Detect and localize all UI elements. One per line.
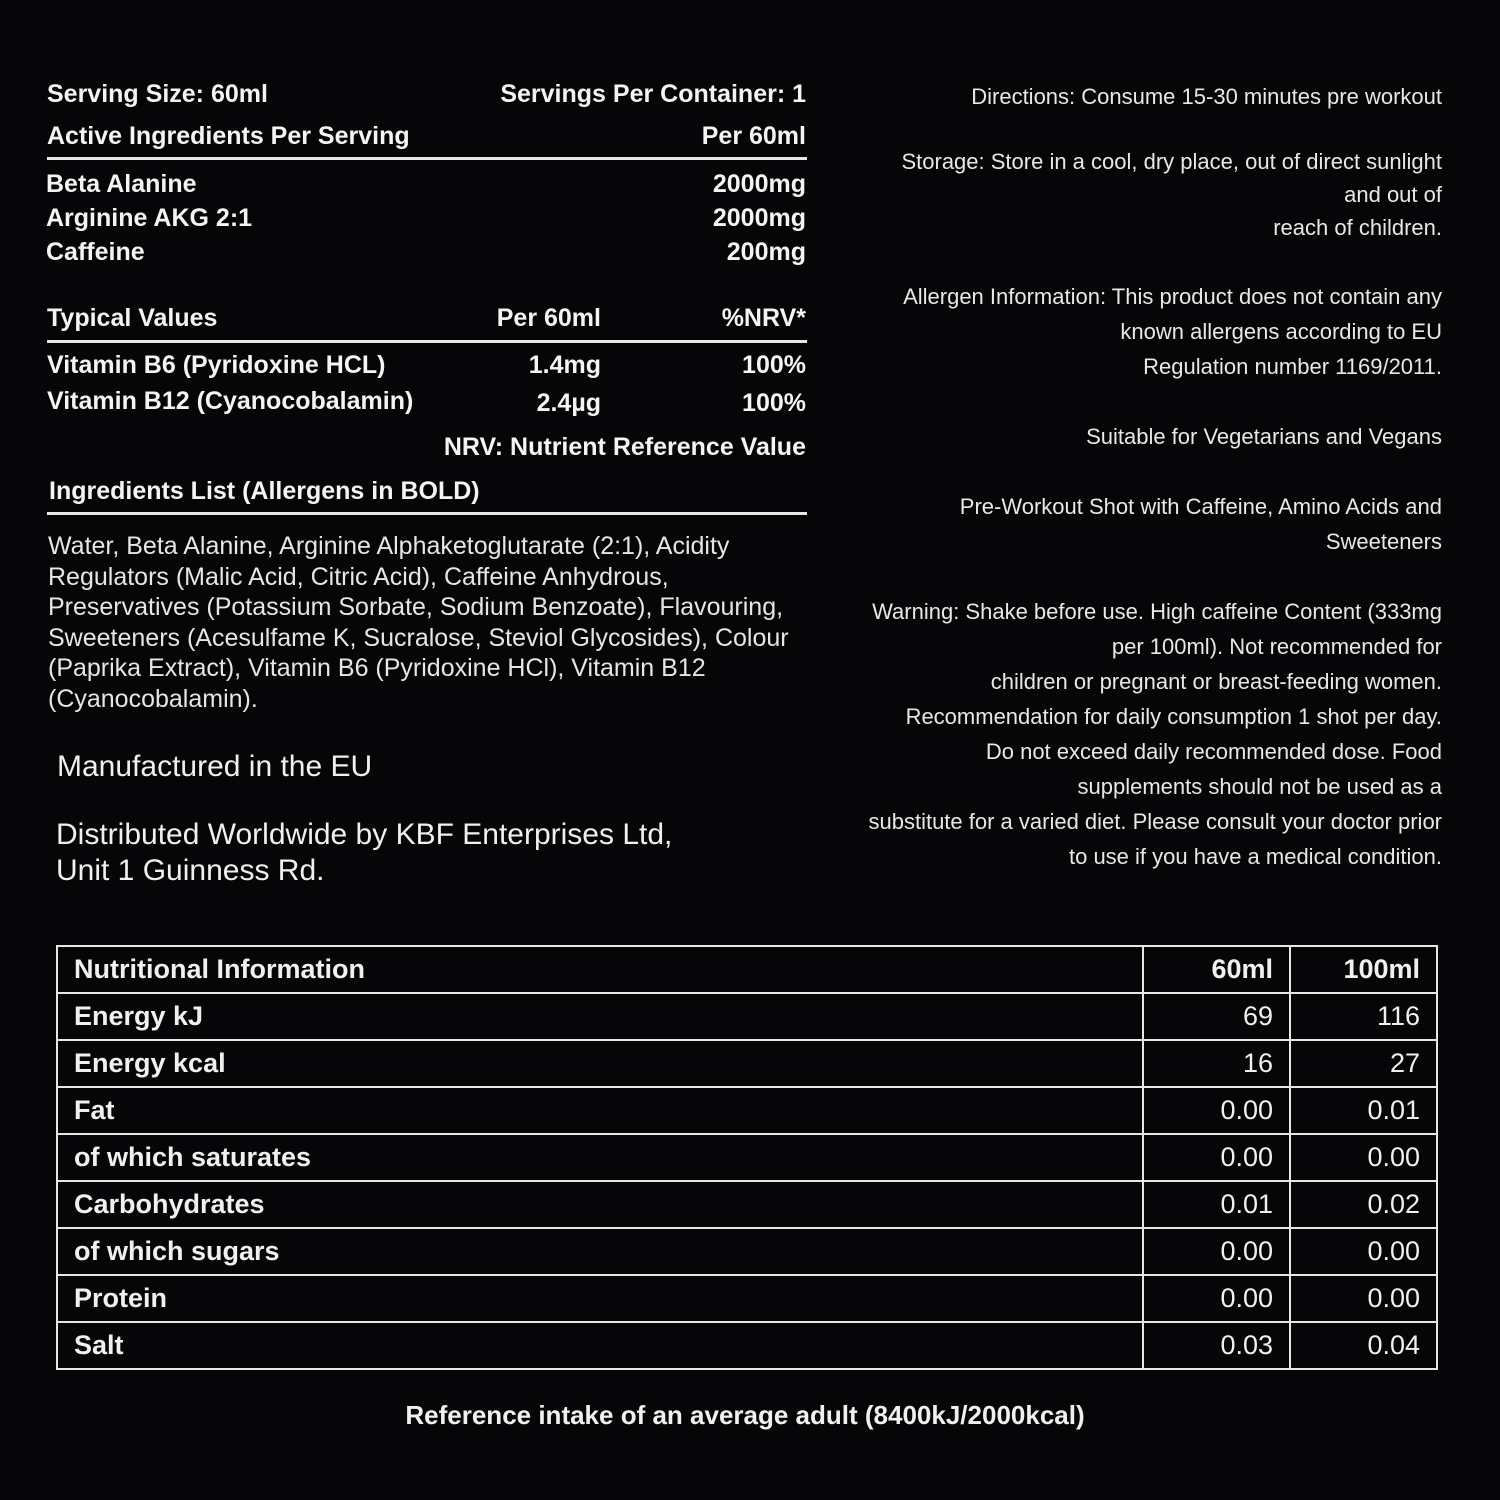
nutrient-label: Salt [57, 1322, 1143, 1369]
value-60ml: 0.00 [1143, 1087, 1290, 1134]
product-line: Pre-Workout Shot with Caffeine, Amino Acids and [959, 494, 1442, 519]
vitamin-per: 1.4mg [528, 351, 601, 379]
distributor-line: Distributed Worldwide by KBF Enterprises Ltd, [56, 818, 673, 851]
nutrient-label: Carbohydrates [57, 1181, 1143, 1228]
table-row [57, 1181, 1437, 1228]
nutrition-header-row [57, 946, 1437, 993]
storage [822, 145, 1442, 244]
nutrient-label: Energy kcal [57, 1040, 1143, 1087]
allergen-information [822, 279, 1442, 384]
value-100ml: 0.02 [1290, 1181, 1437, 1228]
ingredients-line: (Cyanocobalamin). [48, 684, 258, 713]
value-60ml: 0.01 [1143, 1181, 1290, 1228]
value-60ml: 69 [1143, 993, 1290, 1040]
active-ingredient-amount: 200mg [726, 238, 806, 266]
value-60ml: 0.00 [1143, 1275, 1290, 1322]
warning [782, 594, 1442, 874]
warning-line: per 100ml). Not recommended for [1111, 634, 1442, 659]
vitamin-name: Vitamin B12 (Cyanocobalamin) [47, 387, 414, 415]
divider [47, 340, 807, 343]
storage-line: Storage: Store in a cool, dry place, out of direct sunlight [901, 149, 1442, 174]
value-100ml: 27 [1290, 1040, 1437, 1087]
ingredients-line: (Paprika Extract), Vitamin B6 (Pyridoxine HCl), Vitamin B12 [48, 654, 706, 683]
warning-line: supplements should not be used as a [1077, 774, 1442, 799]
directions [822, 79, 1442, 114]
value-100ml: 0.01 [1290, 1087, 1437, 1134]
nutrition-heading: Nutritional Information [57, 946, 1143, 993]
table-row [57, 993, 1437, 1040]
nutrient-label: of which saturates [57, 1134, 1143, 1181]
vitamin-nrv: 100% [742, 389, 806, 417]
allergen-line: Regulation number 1169/2011. [1143, 354, 1442, 379]
ingredients-line: Regulators (Malic Acid, Citric Acid), Caffeine Anhydrous, [48, 562, 669, 591]
active-ingredient-name: Arginine AKG 2:1 [46, 204, 253, 232]
storage-line: and out of [1344, 182, 1442, 207]
storage-line: reach of children. [1273, 215, 1442, 240]
manufactured-in: Manufactured in the EU [57, 750, 373, 783]
active-ingredient-amount: 2000mg [712, 204, 806, 232]
column-100ml: 100ml [1290, 946, 1437, 993]
product-line: Sweeteners [1325, 529, 1442, 554]
ingredients-line: Sweeteners (Acesulfame K, Sucralose, Steviol Glycosides), Colour [48, 623, 789, 652]
warning-line: Do not exceed daily recommended dose. Food [985, 739, 1442, 764]
suitable-line: Suitable for Vegetarians and Vegans [1086, 424, 1442, 449]
value-100ml: 116 [1290, 993, 1437, 1040]
ingredients-heading: Ingredients List (Allergens in BOLD) [49, 477, 480, 505]
warning-line: children or pregnant or breast-feeding women. [990, 669, 1442, 694]
suitable-for [822, 419, 1442, 454]
table-row [57, 1275, 1437, 1322]
servings-per-container: Servings Per Container: 1 [500, 80, 806, 108]
column-60ml: 60ml [1143, 946, 1290, 993]
active-ingredient-name: Caffeine [46, 238, 145, 266]
allergen-line: Allergen Information: This product does not contain any [903, 284, 1442, 309]
value-100ml: 0.00 [1290, 1275, 1437, 1322]
value-100ml: 0.04 [1290, 1322, 1437, 1369]
divider [47, 157, 807, 160]
vitamin-nrv: 100% [742, 351, 806, 379]
nutrient-label: of which sugars [57, 1228, 1143, 1275]
distributor-address: Unit 1 Guinness Rd. [56, 854, 325, 887]
typical-values-nrv-header: %NRV* [721, 304, 806, 332]
warning-line: Warning: Shake before use. High caffeine Content (333mg [872, 599, 1442, 624]
reference-intake: Reference intake of an average adult (8400kJ/2000kcal) [405, 1400, 1085, 1430]
serving-size: Serving Size: 60ml [47, 80, 268, 108]
warning-line: to use if you have a medical condition. [1068, 844, 1442, 869]
value-60ml: 0.00 [1143, 1228, 1290, 1275]
product-description [822, 489, 1442, 559]
value-60ml: 16 [1143, 1040, 1290, 1087]
nrv-footnote: NRV: Nutrient Reference Value [443, 433, 806, 461]
typical-values-per-header: Per 60ml [496, 304, 601, 332]
value-60ml: 0.00 [1143, 1134, 1290, 1181]
nutrient-label: Fat [57, 1087, 1143, 1134]
table-row [57, 1040, 1437, 1087]
ingredients-line: Preservatives (Potassium Sorbate, Sodium Benzoate), Flavouring, [48, 593, 784, 622]
warning-line: Recommendation for daily consumption 1 shot per day. [905, 704, 1442, 729]
active-ingredients-unit: Per 60ml [701, 122, 806, 150]
ingredients-list [48, 531, 818, 715]
value-60ml: 0.03 [1143, 1322, 1290, 1369]
typical-values-heading: Typical Values [47, 304, 218, 332]
nutrient-label: Energy kJ [57, 993, 1143, 1040]
active-ingredients-heading: Active Ingredients Per Serving [47, 122, 410, 150]
value-100ml: 0.00 [1290, 1134, 1437, 1181]
directions-line: Directions: Consume 15-30 minutes pre workout [971, 84, 1442, 109]
ingredients-line: Water, Beta Alanine, Arginine Alphaketoglutarate (2:1), Acidity [48, 532, 730, 560]
nutrient-label: Protein [57, 1275, 1143, 1322]
active-ingredient-name: Beta Alanine [46, 170, 197, 198]
vitamin-name: Vitamin B6 (Pyridoxine HCL) [47, 351, 386, 379]
table-row [57, 1228, 1437, 1275]
table-row [57, 1322, 1437, 1369]
allergen-line: known allergens according to EU [1120, 319, 1442, 344]
nutrition-table [56, 945, 1438, 1370]
vitamin-per: 2.4µg [536, 389, 601, 417]
value-100ml: 0.00 [1290, 1228, 1437, 1275]
divider [47, 512, 807, 515]
warning-line: substitute for a varied diet. Please consult your doctor prior [868, 809, 1442, 834]
active-ingredient-amount: 2000mg [712, 170, 806, 198]
table-row [57, 1087, 1437, 1134]
table-row [57, 1134, 1437, 1181]
